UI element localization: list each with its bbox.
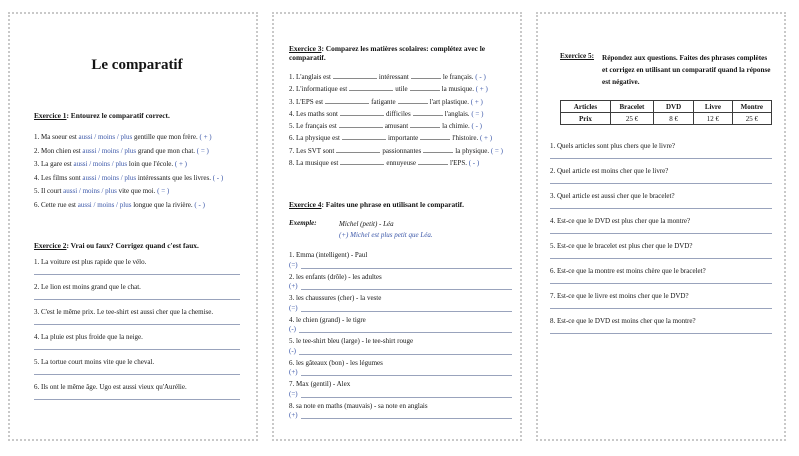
exercise-5-label: Exercice 5: [560, 52, 594, 60]
sign-text: (+) [289, 411, 298, 420]
table-header-row [561, 101, 772, 113]
item-text: longue que la rivière. [133, 200, 193, 209]
sign-text: ( - ) [194, 200, 205, 209]
sign-text: ( - ) [475, 73, 486, 81]
adjective-text: utile [395, 85, 408, 94]
answer-line [34, 299, 240, 300]
question-text: 2. Quel article est moins cher que le livre? [550, 167, 669, 175]
item-text: 4. Les maths sont [289, 109, 338, 118]
blank-line [339, 120, 383, 128]
answer-line [550, 333, 772, 334]
sign-text: (=) [289, 303, 298, 312]
blank-line [410, 120, 440, 128]
question-text: 7. Est-ce que le livre est moins cher que le DVD? [550, 292, 689, 300]
blank-line [413, 108, 443, 116]
example-body [339, 219, 433, 241]
item-text: 7. Max (gentil) - Alex [289, 380, 351, 389]
sign-text: ( = ) [157, 187, 170, 195]
question-text: 4. Est-ce que le DVD est plus cher que la montre? [550, 217, 691, 225]
item-text: 8. La musique est [289, 159, 339, 168]
exercise-4-item [289, 293, 512, 312]
exercise-3-item [289, 132, 512, 144]
blank-line [410, 83, 440, 91]
blank-line [418, 157, 448, 165]
item-text: 6. La physique est [289, 134, 340, 143]
exercise-1-item [34, 199, 240, 213]
adjective-text: ennuyeuse [386, 159, 416, 168]
statement-text: 1. La voiture est plus rapide que le vélo. [34, 258, 147, 266]
item-text: 3. les chaussures (cher) - la veste [289, 294, 382, 303]
item-text: l'art plastique. [429, 97, 469, 106]
question-text: 6. Est-ce que la montre est moins chère que le bracelet? [550, 267, 706, 275]
exercise-1-label: Exercice 1 [34, 111, 67, 120]
blank-line [423, 145, 453, 153]
item-text: 5. le tee-shirt bleu (large) - le tee-shirt rouge [289, 337, 414, 346]
item-text: vite que moi. [118, 187, 156, 195]
answer-line [34, 274, 240, 275]
answer-line [34, 374, 240, 375]
blank-line [411, 71, 441, 79]
example-prompt: Michel (petit) - Léa [339, 220, 394, 229]
sign-text: (=) [289, 260, 298, 269]
row-label-cell: Prix [561, 113, 611, 125]
exercise-2-items [34, 257, 240, 400]
answer-line [550, 233, 772, 234]
exercise-3-instruction: : Comparez les matières scolaires: complétez avec le comparatif. [289, 44, 486, 62]
blank-line [340, 157, 384, 165]
answer-row [289, 304, 512, 312]
sign-text: (=) [289, 389, 298, 398]
exercise-5-heading [550, 52, 772, 88]
blank-line [420, 132, 450, 140]
exercise-2-instruction: : Vrai ou faux? Corrigez quand c'est faux. [66, 241, 199, 250]
exercise-3-heading [289, 44, 512, 62]
sign-text: ( - ) [212, 173, 224, 182]
exercise-4-item [289, 401, 512, 420]
exercise-3-item [289, 71, 512, 83]
sign-text: (-) [289, 346, 296, 355]
exercise-4-item [289, 379, 512, 398]
exercise-1-item [34, 145, 240, 159]
answer-row [289, 261, 512, 269]
answer-line [301, 368, 512, 376]
price-cell: 25 € [732, 113, 771, 125]
exercise-3-items [289, 71, 512, 169]
exercise-3-item [289, 120, 512, 132]
exercise-4-item [289, 336, 512, 355]
item-text: 1. Ma soeur est [34, 133, 77, 141]
exercise-2-heading [34, 241, 240, 250]
item-text: la chimie. [442, 122, 470, 131]
answer-line [550, 183, 772, 184]
exercise-5-instruction: Répondez aux questions. Faites des phrases complètes et corrigez en utilisant un comparatif quand la réponse est négative. [602, 54, 771, 86]
item-text: 1. L'anglais est [289, 73, 331, 81]
price-cell: 8 € [654, 113, 694, 125]
blank-line [349, 83, 393, 91]
item-text: 2. L'informatique est [289, 85, 348, 94]
sign-text: (-) [289, 325, 296, 334]
choices-text: aussi / moins / plus [73, 160, 128, 168]
answer-line [301, 261, 512, 269]
statement-text: 4. La pluie est plus froide que la neige. [34, 333, 143, 341]
choices-text: aussi / moins / plus [63, 187, 117, 195]
exercise-3-item [289, 83, 512, 95]
exercise-3-item [289, 157, 512, 169]
worksheet-page-1 [8, 12, 258, 441]
item-text: 8. sa note en maths (mauvais) - sa note en anglais [289, 401, 428, 410]
item-text: 5. Il court [34, 187, 62, 195]
statement-text: 5. La tortue court moins vite que le cheval. [34, 358, 155, 366]
table-header-cell: Livre [694, 101, 733, 113]
sign-text: ( = ) [471, 109, 484, 118]
answer-line [550, 283, 772, 284]
exercise-4-label: Exercice 4 [289, 200, 322, 210]
item-text: 2. les enfants (drôle) - les adultes [289, 272, 382, 281]
sign-text: (+) [289, 368, 298, 377]
choices-text: aussi / moins / plus [82, 146, 137, 155]
answer-row [289, 390, 512, 398]
exercise-4-instruction: : Faites une phrase en utilisant le comparatif. [321, 200, 464, 210]
answer-line [301, 282, 512, 290]
answer-line [301, 411, 512, 419]
exercise-3-item [289, 96, 512, 108]
item-text: 5. Le français est [289, 122, 337, 131]
sign-text: ( + ) [479, 134, 493, 143]
blank-line [325, 96, 369, 104]
exercise-4-item [289, 272, 512, 291]
item-text: gentille que mon frère. [133, 133, 198, 141]
answer-row [289, 347, 512, 355]
blank-line [336, 145, 380, 153]
item-text: la musique. [441, 85, 474, 94]
sign-text: ( = ) [196, 146, 209, 155]
blank-line [333, 71, 377, 79]
item-text: 4. le chien (grand) - le tigre [289, 315, 366, 324]
sign-text: ( + ) [174, 160, 187, 168]
exercise-1-items [34, 131, 240, 212]
sign-text: ( - ) [471, 122, 482, 131]
table-header-cell: Bracelet [610, 101, 653, 113]
item-text: 7. Les SVT sont [289, 146, 335, 155]
answer-line [34, 324, 240, 325]
exercise-4-item [289, 250, 512, 269]
adjective-text: fatigante [371, 97, 396, 106]
blank-line [398, 96, 428, 104]
answer-row [289, 282, 512, 290]
item-text: 3. La gare est [34, 160, 72, 168]
answer-line [301, 390, 512, 398]
answer-line [550, 158, 772, 159]
item-text: 2. Mon chien est [34, 146, 81, 155]
exercise-3-label: Exercice 3 [289, 44, 322, 53]
answer-line [550, 308, 772, 309]
answer-row [289, 411, 512, 419]
pages-row [8, 12, 786, 441]
price-cell: 12 € [694, 113, 733, 125]
exercise-4-example [289, 219, 512, 241]
question-text: 1. Quels articles sont plus chers que le livre? [550, 142, 675, 150]
statement-text: 2. Le lion est moins grand que le chat. [34, 283, 141, 291]
adjective-text: difficiles [386, 109, 411, 118]
item-text: le français. [442, 73, 474, 81]
example-label: Exemple: [289, 219, 317, 228]
sign-text: ( = ) [490, 146, 503, 155]
blank-line [340, 108, 384, 116]
exercise-4-item [289, 358, 512, 377]
item-text: 3. L'EPS est [289, 97, 324, 106]
sign-text: ( + ) [199, 133, 212, 141]
sign-text: ( - ) [468, 159, 480, 168]
choices-text: aussi / moins / plus [77, 200, 132, 209]
sign-text: ( + ) [470, 97, 483, 106]
item-text: intéressants que les livres. [137, 173, 211, 182]
statement-text: 6. Ils ont le même âge. Ugo est aussi vieux qu'Aurélie. [34, 383, 187, 391]
answer-line [299, 325, 512, 333]
table-header-cell: DVD [654, 101, 694, 113]
choices-text: aussi / moins / plus [82, 173, 137, 182]
adjective-text: amusant [384, 122, 409, 131]
exercise-1-item [34, 131, 240, 145]
exercise-4-item [289, 315, 512, 334]
exercise-4-heading [289, 200, 512, 209]
item-text: 1. Emma (intelligent) - Paul [289, 251, 368, 260]
answer-line [299, 347, 512, 355]
exercise-4-items [289, 250, 512, 419]
answer-line [550, 258, 772, 259]
exercise-3-item [289, 108, 512, 120]
answer-line [34, 349, 240, 350]
answer-line [301, 304, 512, 312]
answer-row [289, 368, 512, 376]
answer-row [289, 325, 512, 333]
worksheet-page-2 [272, 12, 522, 441]
sign-text: (+) [289, 282, 298, 291]
item-text: la physique. [455, 146, 490, 155]
question-text: 8. Est-ce que le DVD est moins cher que la montre? [550, 317, 696, 325]
exercise-1-heading [34, 111, 240, 120]
answer-line [550, 208, 772, 209]
item-text: 6. Cette rue est [34, 200, 76, 209]
blank-line [342, 132, 386, 140]
exercise-1-item [34, 172, 240, 186]
question-text: 3. Quel article est aussi cher que le bracelet? [550, 192, 675, 200]
choices-text: aussi / moins / plus [78, 133, 133, 141]
item-text: l'anglais. [444, 109, 470, 118]
exercise-1-item [34, 185, 240, 199]
item-text: loin que l'école. [128, 160, 174, 168]
exercise-1-instruction: : Entourez le comparatif correct. [66, 111, 170, 120]
sign-text: ( + ) [475, 85, 488, 94]
table-price-row [561, 113, 772, 125]
example-answer: (+) Michel est plus petit que Léa. [339, 231, 433, 240]
page-title: Le comparatif [91, 57, 183, 73]
exercise-5-questions [550, 141, 772, 334]
item-text: 6. les gâteaux (bon) - les légumes [289, 358, 383, 367]
worksheet-page-3 [536, 12, 786, 441]
adjective-text: passionnantes [382, 146, 422, 155]
table-header-cell: Articles [561, 101, 611, 113]
item-text: 4. Les films sont [34, 173, 81, 182]
adjective-text: importante [387, 134, 419, 143]
adjective-text: intéressant [378, 73, 409, 81]
item-text: l'EPS. [449, 159, 467, 168]
table-header-cell: Montre [732, 101, 771, 113]
exercise-1-item [34, 158, 240, 172]
question-text: 5. Est-ce que le bracelet est plus cher que le DVD? [550, 242, 693, 250]
prices-table [560, 100, 772, 125]
statement-text: 3. C'est le même prix. Le tee-shirt est aussi cher que la chemise. [34, 308, 214, 316]
item-text: grand que mon chat. [137, 146, 196, 155]
exercise-3-item [289, 145, 512, 157]
exercise-2-label: Exercice 2 [34, 241, 67, 250]
item-text: l'histoire. [452, 134, 479, 143]
price-cell: 25 € [610, 113, 653, 125]
answer-line [34, 399, 240, 400]
